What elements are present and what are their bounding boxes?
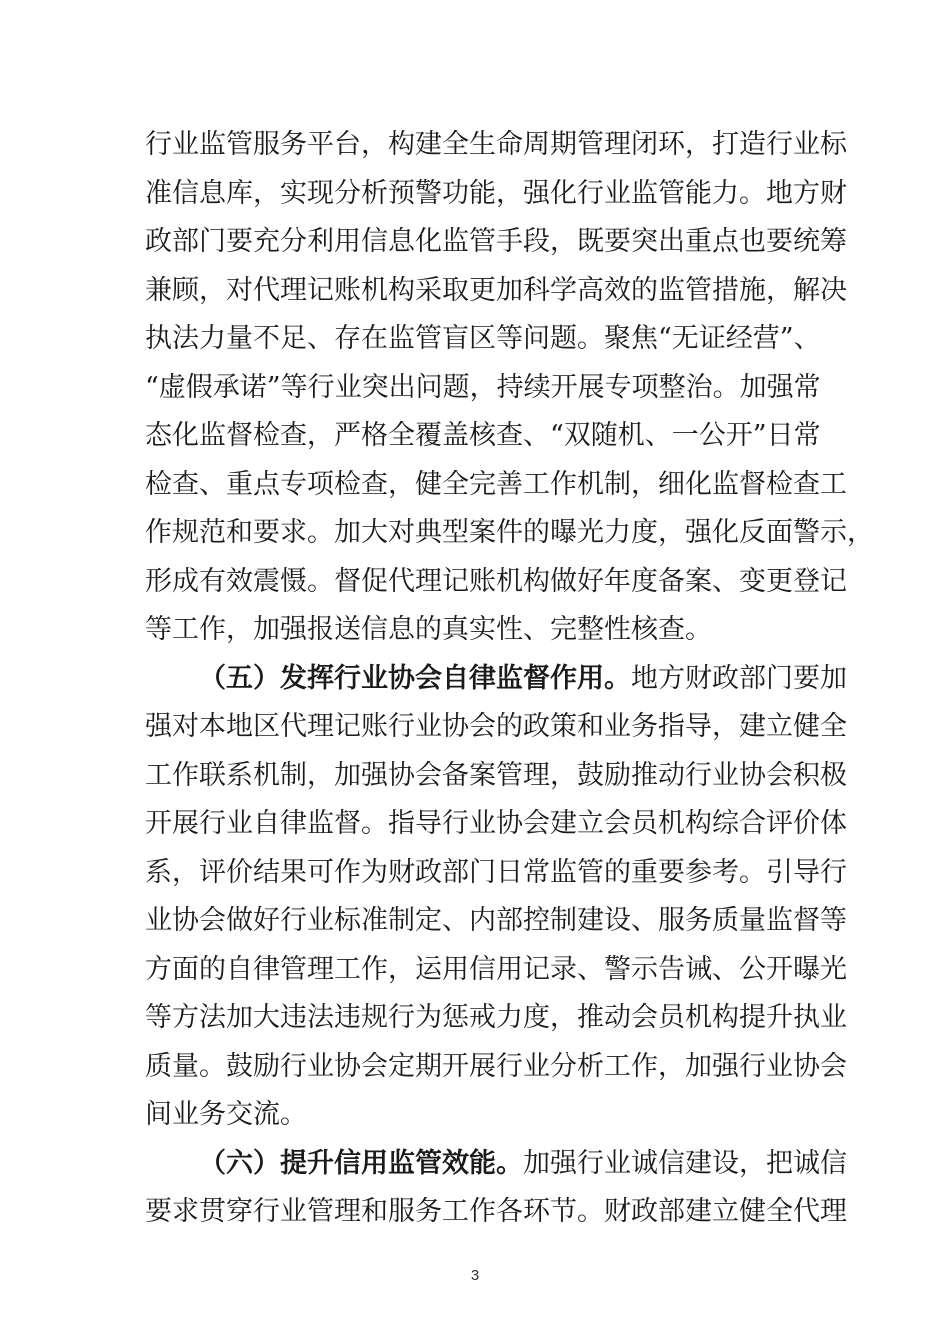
body-text-line: 方面的自律管理工作，运用信用记录、警示告诫、公开曝光 [145,954,847,985]
body-text-line: “虚假承诺”等行业突出问题，持续开展专项整治。加强常 [145,372,821,403]
section-6-first-line [199,1144,847,1184]
section-5-heading: （五）发挥行业协会自律监督作用。 [199,663,631,694]
body-text-line: 系，评价结果可作为财政部门日常监管的重要参考。引导行 [145,857,847,888]
body-text-line: 态化监督检查，严格全覆盖核查、“双随机、一公开”日常 [145,420,821,451]
body-text-line: 执法力量不足、存在监管盲区等问题。聚焦“无证经营”、 [145,323,821,354]
body-text-line: 开展行业自律监督。指导行业协会建立会员机构综合评价体 [145,808,847,839]
section-5-lead-text: 地方财政部门要加 [631,663,847,694]
body-text-line: 政部门要充分利用信息化监管手段，既要突出重点也要统筹 [145,226,847,257]
body-text-line: 工作联系机制，加强协会备案管理，鼓励推动行业协会积极 [145,760,847,791]
body-text-line: 检查、重点专项检查，健全完善工作机制，细化监督检查工 [145,469,847,500]
body-text-line: 行业监管服务平台，构建全生命周期管理闭环，打造行业标 [145,129,847,160]
section-6-lead-text: 加强行业诚信建设，把诚信 [523,1148,847,1179]
body-text-line: 准信息库，实现分析预警功能，强化行业监管能力。地方财 [145,178,847,209]
body-text-line: 等方法加大违法违规行为惩戒力度，推动会员机构提升执业 [145,1002,847,1033]
body-text-line: 质量。鼓励行业协会定期开展行业分析工作，加强行业协会 [145,1051,847,1082]
page-number: 3 [470,1267,480,1284]
body-text-line: 兼顾，对代理记账机构采取更加科学高效的监管措施，解决 [145,275,847,306]
body-text-line: 作规范和要求。加大对典型案件的曝光力度，强化反面警示， [145,517,874,548]
body-text-line: 强对本地区代理记账行业协会的政策和业务指导，建立健全 [145,711,847,742]
body-text-line: 业协会做好行业标准制定、内部控制建设、服务质量监督等 [145,905,847,936]
body-text-line: 间业务交流。 [145,1099,307,1130]
section-5-first-line [199,659,847,699]
body-text-line: 形成有效震慑。督促代理记账机构做好年度备案、变更登记 [145,566,847,597]
section-6-heading: （六）提升信用监管效能。 [199,1148,523,1179]
body-text-line: 等工作，加强报送信息的真实性、完整性核查。 [145,614,712,645]
body-text-line: 要求贯穿行业管理和服务工作各环节。财政部建立健全代理 [145,1196,847,1227]
